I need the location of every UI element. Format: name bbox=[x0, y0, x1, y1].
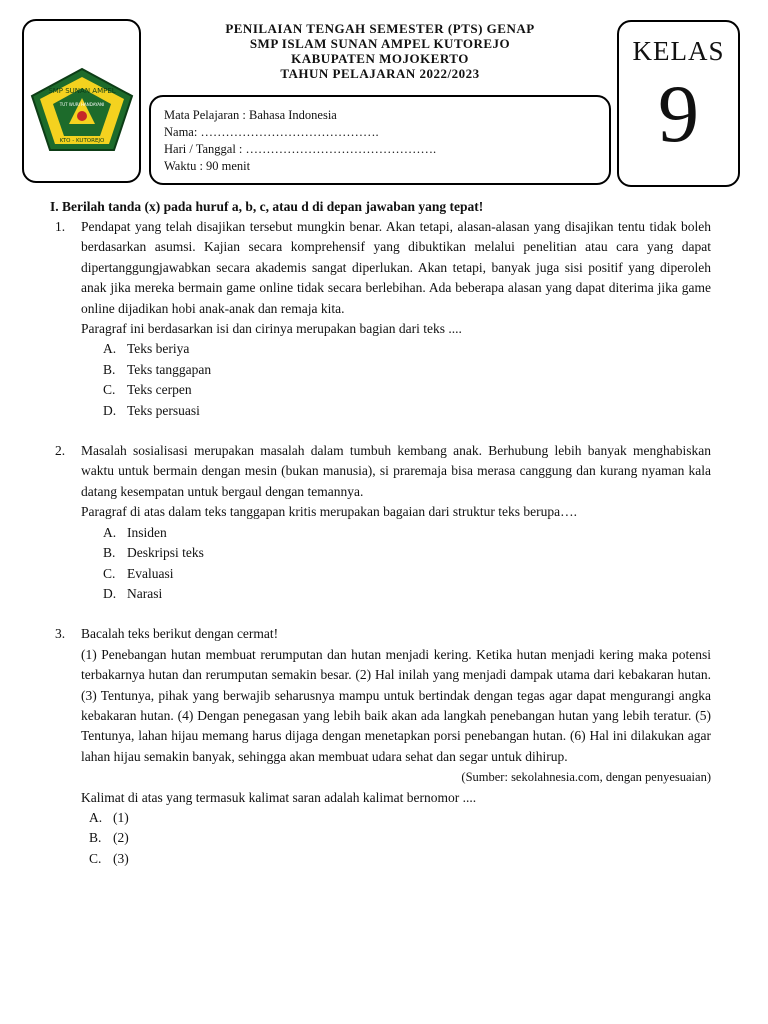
question-prompt: Paragraf di atas dalam teks tanggapan kritis merupakan bagaian dari struktur teks berupa…. bbox=[81, 504, 577, 520]
answer-option[interactable]: A. Insiden bbox=[103, 524, 167, 540]
logo-top-text: SMP SUNAN AMPEL bbox=[48, 87, 116, 95]
answer-option[interactable]: A. (1) bbox=[89, 809, 129, 825]
answer-options bbox=[81, 808, 711, 869]
header-line: TAHUN PELAJARAN 2022/2023 bbox=[280, 66, 480, 81]
header-line: KABUPATEN MOJOKERTO bbox=[291, 51, 469, 66]
header-line: PENILAIAN TENGAH SEMESTER (PTS) GENAP bbox=[225, 21, 535, 36]
question-prompt: Kalimat di atas yang termasuk kalimat saran adalah kalimat bernomor .... bbox=[81, 789, 477, 805]
question-passage: Masalah sosialisasi merupakan masalah dalam tumbuh kembang anak. Berhubung lebih banyak menghabiskan waktu untuk bermain dengan mesin (bukan manusia), si praremaja bisa merasa canggung dan kurang nyaman kala datang kesempatan untuk bergaul dengan temannya. bbox=[81, 443, 711, 499]
question-number: 2. bbox=[55, 443, 66, 459]
answer-option[interactable]: C. Teks cerpen bbox=[103, 382, 192, 398]
answer-option[interactable]: B. (2) bbox=[89, 830, 129, 846]
name-field[interactable]: Nama: ……………………………………. bbox=[164, 125, 379, 139]
class-number: 9 bbox=[658, 68, 699, 159]
section-instruction: I. Berilah tanda (x) pada huruf a, b, c, atau d di depan jawaban yang tepat! bbox=[50, 199, 484, 214]
question-number: 3. bbox=[55, 626, 66, 642]
answer-option[interactable]: C. (3) bbox=[89, 850, 129, 866]
student-info-box bbox=[149, 95, 611, 185]
answer-option[interactable]: C. Evaluasi bbox=[103, 565, 174, 581]
answer-option[interactable]: D. Narasi bbox=[103, 585, 163, 601]
question-passage: (1) Penebangan hutan membuat rerumputan dan hutan menjadi kering. Ketika hutan menjadi kering maka potensi terbakarnya hutan dan rerumputan semakin besar. (2) Hal inilah yang menjadi dampak utama dari kebakaran hutan. (3) Tentunya, pihak yang berwajib seharusnya mampu untuk bertindak dengan tegas agar dapat mengurangi angka kebakaran hutan. (4) Dengan penegasan yang lebih baik akan ada langkah penebangan hutan yang lebih teratur. (5) Tentunya, lahan hijau memang harus dijaga dengan menetapkan porsi penebangan hutan. (6) Hal ini dilakukan agar lahan hijau semakin banyak, sehingga akan membuat udara sehat dan segar untuk dihirup. bbox=[81, 646, 711, 764]
logo-motto-text: TUT WURI HANDAYANI bbox=[59, 102, 105, 107]
answer-option[interactable]: D. Teks persuasi bbox=[103, 402, 200, 418]
question-1 bbox=[55, 217, 711, 421]
question-number: 1. bbox=[55, 219, 66, 234]
date-field[interactable]: Hari / Tanggal : ………………………………………. bbox=[164, 142, 437, 156]
question-prompt: Paragraf ini berdasarkan isi dan cirinya merupakan bagian dari teks .... bbox=[81, 321, 462, 337]
school-logo-box bbox=[22, 19, 141, 183]
answer-option[interactable]: A. Teks beriya bbox=[103, 341, 190, 357]
exam-header bbox=[150, 21, 610, 81]
class-box bbox=[617, 20, 740, 187]
time-line: Waktu : 90 menit bbox=[164, 159, 251, 173]
answer-option[interactable]: B. Deskripsi teks bbox=[103, 545, 204, 561]
answer-options bbox=[81, 339, 711, 421]
logo-bottom-text: KTO - KUTOREJO bbox=[59, 138, 105, 144]
question-2 bbox=[55, 441, 711, 604]
question-list bbox=[55, 217, 711, 869]
question-3 bbox=[55, 624, 711, 869]
school-logo bbox=[29, 66, 135, 156]
answer-options bbox=[81, 523, 711, 605]
answer-option[interactable]: B. Teks tanggapan bbox=[103, 361, 212, 377]
subject-line: Mata Pelajaran : Bahasa Indonesia bbox=[164, 108, 337, 122]
passage-source: (Sumber: sekolahnesia.com, dengan penyesuaian) bbox=[461, 770, 711, 785]
header-line: SMP ISLAM SUNAN AMPEL KUTOREJO bbox=[249, 36, 511, 51]
class-label: KELAS bbox=[632, 36, 725, 66]
question-passage: Pendapat yang telah disajikan tersebut mungkin benar. Akan tetapi, alasan-alasan yang disajikan tentu tidak boleh berdasarkan asumsi. Kajian secara komprehensif yang dibuktikan melalui penelitian atau cara yang dapat dipertanggungjawabkan secara akademis sangat diperlukan. Akan tetapi, banyak juga sisi positif yang diperoleh anak jika mereka bermain game online tidak secara berlebihan. Ada beberapa alasan yang dapat diterima jika game online dijadikan hobi anak-anak dan remaja kita. bbox=[81, 219, 711, 316]
question-intro: Bacalah teks berikut dengan cermat! bbox=[81, 626, 279, 642]
